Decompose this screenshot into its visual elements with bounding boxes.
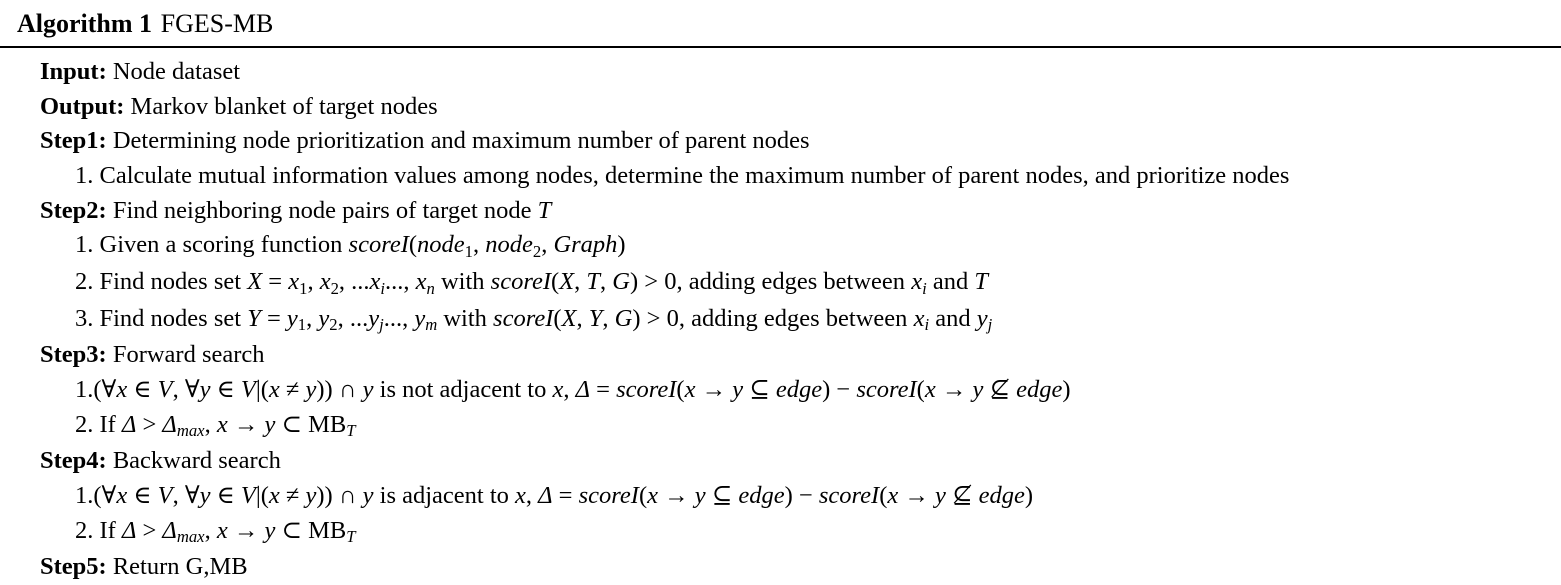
line-segment: Δ (162, 516, 177, 544)
line-segment: Input: (40, 58, 107, 85)
line-segment: j (379, 315, 384, 335)
line-segment: , ∀ (172, 375, 200, 403)
line-segment: Return G,MB (106, 553, 248, 581)
line-segment: , ∀ (172, 481, 200, 509)
line-segment: Graph (553, 231, 618, 259)
line-segment: = (262, 267, 289, 295)
line-segment: ) > 0, adding edges between (629, 267, 912, 295)
line-segment: m (425, 315, 438, 335)
line-segment: ∈ (127, 375, 158, 403)
line-segment: T (974, 267, 988, 295)
line-segment: Determining node prioritization and maximum number of parent nodes (106, 127, 810, 155)
line-segment: → (227, 516, 265, 544)
line-segment: y (199, 375, 211, 403)
line-segment: Step2: (40, 196, 107, 224)
line-segment: y (694, 481, 706, 509)
line-segment: X (561, 304, 577, 332)
line-segment: x (415, 267, 427, 295)
algorithm-line (0, 514, 1561, 551)
line-segment: edge (978, 481, 1025, 509)
line-segment: , (307, 267, 320, 295)
line-segment: 2 (330, 278, 339, 298)
line-segment: x (913, 304, 925, 332)
line-segment: V (157, 375, 173, 403)
line-segment: → (898, 481, 936, 509)
line-segment: y (264, 410, 276, 438)
line-segment: ( (638, 481, 648, 509)
line-segment: X (247, 267, 263, 295)
line-segment: with (437, 304, 494, 332)
line-segment: 1 (299, 278, 308, 298)
line-segment: edge (1016, 375, 1063, 403)
line-segment: Δ (121, 516, 137, 544)
line-segment: edge (775, 375, 823, 403)
line-segment: |( (255, 481, 269, 509)
line-segment: )) ∩ (316, 481, 363, 509)
line-segment: , ... (337, 304, 369, 332)
line-segment: ( (408, 231, 418, 259)
line-segment: Δ (538, 481, 553, 509)
line-segment: ( (553, 304, 562, 332)
line-segment: → (935, 375, 973, 403)
line-segment: and (926, 267, 975, 295)
line-segment: , (541, 231, 554, 259)
line-segment: Step4: (40, 447, 107, 475)
line-segment: x (319, 267, 331, 295)
line-segment: )) ∩ (316, 375, 363, 403)
line-segment: y (264, 516, 276, 544)
algorithm-line (0, 55, 1561, 90)
line-segment: y (935, 481, 946, 509)
algorithm-line (0, 265, 1561, 302)
line-segment: scoreI (493, 304, 554, 332)
line-segment: y (732, 375, 744, 403)
title-rule (0, 46, 1561, 48)
algorithm-line (0, 373, 1561, 408)
line-segment: Y (247, 304, 261, 332)
line-segment: Output: (40, 92, 125, 120)
line-segment: → (227, 410, 265, 438)
line-segment: max (176, 527, 205, 547)
line-segment: ⊂ MB (275, 410, 347, 438)
line-segment: Node dataset (106, 58, 241, 85)
line-segment: ) (1062, 375, 1071, 403)
line-segment: ( (676, 375, 685, 403)
line-segment: y (362, 481, 374, 509)
line-segment: is not adjacent to (373, 375, 553, 403)
algorithm-line (0, 194, 1561, 229)
line-segment: x (515, 481, 526, 509)
algorithm-line (0, 408, 1561, 445)
line-segment: x (288, 267, 300, 295)
line-segment: i (380, 278, 386, 298)
line-segment: 1. Calculate mutual information values among nodes, determine the maximum number of parent nodes, and prioritize nodes (75, 161, 1290, 189)
line-segment: y (305, 481, 317, 509)
line-segment: node (485, 231, 533, 259)
line-segment: 1.(∀ (75, 375, 117, 403)
line-segment: 1.(∀ (75, 481, 117, 509)
line-segment: y (976, 304, 988, 332)
line-segment: x (924, 375, 936, 403)
line-segment: T (586, 267, 601, 295)
line-segment: ) > 0, adding edges between (632, 304, 914, 332)
algorithm-line (0, 479, 1561, 514)
line-segment: 1 (297, 315, 307, 335)
line-segment: G (614, 304, 633, 332)
line-segment: 2. Find nodes set (75, 267, 248, 295)
line-segment: , (574, 267, 587, 295)
line-segment: = (260, 304, 287, 332)
line-segment: y (362, 375, 374, 403)
line-segment: , (204, 410, 217, 438)
line-segment: , (525, 481, 539, 509)
algorithm-line (0, 228, 1561, 265)
line-segment: Δ (162, 410, 177, 438)
line-segment: scoreI (616, 375, 677, 403)
algorithm-line (0, 302, 1561, 339)
line-segment: is adjacent to (373, 481, 516, 509)
line-segment: X (559, 267, 575, 295)
algorithm-line (0, 90, 1561, 125)
line-segment: j (987, 315, 993, 335)
line-segment: ⊆ (705, 481, 739, 509)
line-segment: y (199, 481, 211, 509)
line-segment: 2. If (75, 516, 122, 544)
line-segment: ⊈ (945, 481, 979, 509)
line-segment: = (552, 481, 579, 509)
line-segment: y (305, 375, 317, 403)
line-segment: Δ (575, 375, 590, 403)
line-segment: y (318, 304, 330, 332)
line-segment: x (647, 481, 658, 509)
line-segment: T (537, 196, 552, 224)
line-segment: scoreI (578, 481, 639, 509)
line-segment: → (695, 375, 733, 403)
line-segment: T (346, 527, 356, 547)
line-segment: 2 (329, 315, 338, 335)
line-segment: , (563, 375, 576, 403)
line-segment: ) − (784, 481, 819, 509)
line-segment: Step1: (40, 127, 107, 155)
line-segment: Find neighboring node pairs of target node (106, 196, 538, 224)
line-segment: V (157, 481, 173, 509)
line-segment: 2. If (75, 410, 122, 438)
line-segment: ≠ (279, 481, 306, 509)
line-segment: and (929, 304, 977, 332)
line-segment: ⊈ (983, 375, 1017, 403)
line-segment: max (176, 421, 205, 441)
line-segment: i (924, 315, 930, 335)
line-segment: edge (738, 481, 785, 509)
line-segment: x (369, 267, 381, 295)
line-segment: V (240, 481, 256, 509)
line-segment: , (576, 304, 589, 332)
line-segment: x (216, 516, 228, 544)
line-segment: , (602, 304, 615, 332)
line-segment: x (887, 481, 899, 509)
line-segment: , (600, 267, 613, 295)
line-segment: x (116, 375, 128, 403)
line-segment: Y (588, 304, 603, 332)
algorithm-line (0, 338, 1561, 373)
line-segment: Step5: (40, 553, 107, 581)
line-segment: scoreI (856, 375, 917, 403)
line-segment: ∈ (127, 481, 158, 509)
line-segment: x (216, 410, 228, 438)
line-segment: T (346, 421, 356, 441)
line-segment: x (552, 375, 564, 403)
line-segment: x (911, 267, 923, 295)
line-segment: with (434, 267, 491, 295)
line-segment: ) (1024, 481, 1034, 509)
algorithm-name: FGES-MB (160, 9, 274, 38)
line-segment: y (286, 304, 298, 332)
line-segment: 2 (532, 241, 542, 261)
line-segment: → (658, 481, 695, 509)
line-segment: Backward search (106, 447, 281, 475)
line-segment: y (414, 304, 426, 332)
line-segment: ∈ (210, 481, 241, 509)
line-segment: y (368, 304, 380, 332)
algorithm-line (0, 444, 1561, 479)
line-segment: ( (879, 481, 888, 509)
algorithm-title (0, 0, 1561, 38)
line-segment: , ... (338, 267, 370, 295)
line-segment: scoreI (490, 267, 551, 295)
line-segment: ..., (385, 267, 416, 295)
line-segment: ⊂ MB (275, 516, 347, 544)
line-segment: i (922, 278, 927, 298)
line-segment: ≠ (279, 375, 306, 403)
line-segment: x (116, 481, 128, 509)
line-segment: ) − (822, 375, 857, 403)
algorithm-label: Algorithm 1 (17, 9, 153, 38)
line-segment: ( (916, 375, 925, 403)
line-segment: 1 (464, 241, 473, 261)
line-segment: , (204, 516, 217, 544)
line-segment: ..., (383, 304, 415, 332)
line-segment: V (240, 375, 256, 403)
algorithm-line (0, 159, 1561, 194)
algorithm-line (0, 124, 1561, 159)
algorithm-body (0, 55, 1561, 585)
line-segment: node (417, 231, 465, 259)
line-segment: n (426, 278, 435, 298)
line-segment: , (472, 231, 486, 259)
line-segment: ) (617, 231, 626, 259)
line-segment: 1. Given a scoring function (75, 231, 349, 259)
line-segment: , (306, 304, 319, 332)
line-segment: Forward search (106, 341, 265, 369)
line-segment: ∈ (210, 375, 241, 403)
line-segment: y (972, 375, 984, 403)
line-segment: ⊆ (743, 375, 776, 403)
line-segment: > (136, 516, 163, 544)
line-segment: = (589, 375, 617, 403)
line-segment: Step3: (40, 341, 107, 369)
line-segment: |( (255, 375, 269, 403)
line-segment: > (136, 410, 163, 438)
line-segment: ( (551, 267, 560, 295)
line-segment: x (268, 481, 280, 509)
line-segment: scoreI (818, 481, 880, 509)
line-segment: scoreI (348, 231, 409, 259)
line-segment: Markov blanket of target nodes (124, 92, 438, 120)
line-segment: G (612, 267, 630, 295)
line-segment: 3. Find nodes set (75, 304, 248, 332)
line-segment: x (268, 375, 280, 403)
line-segment: Δ (121, 410, 137, 438)
line-segment: x (684, 375, 696, 403)
